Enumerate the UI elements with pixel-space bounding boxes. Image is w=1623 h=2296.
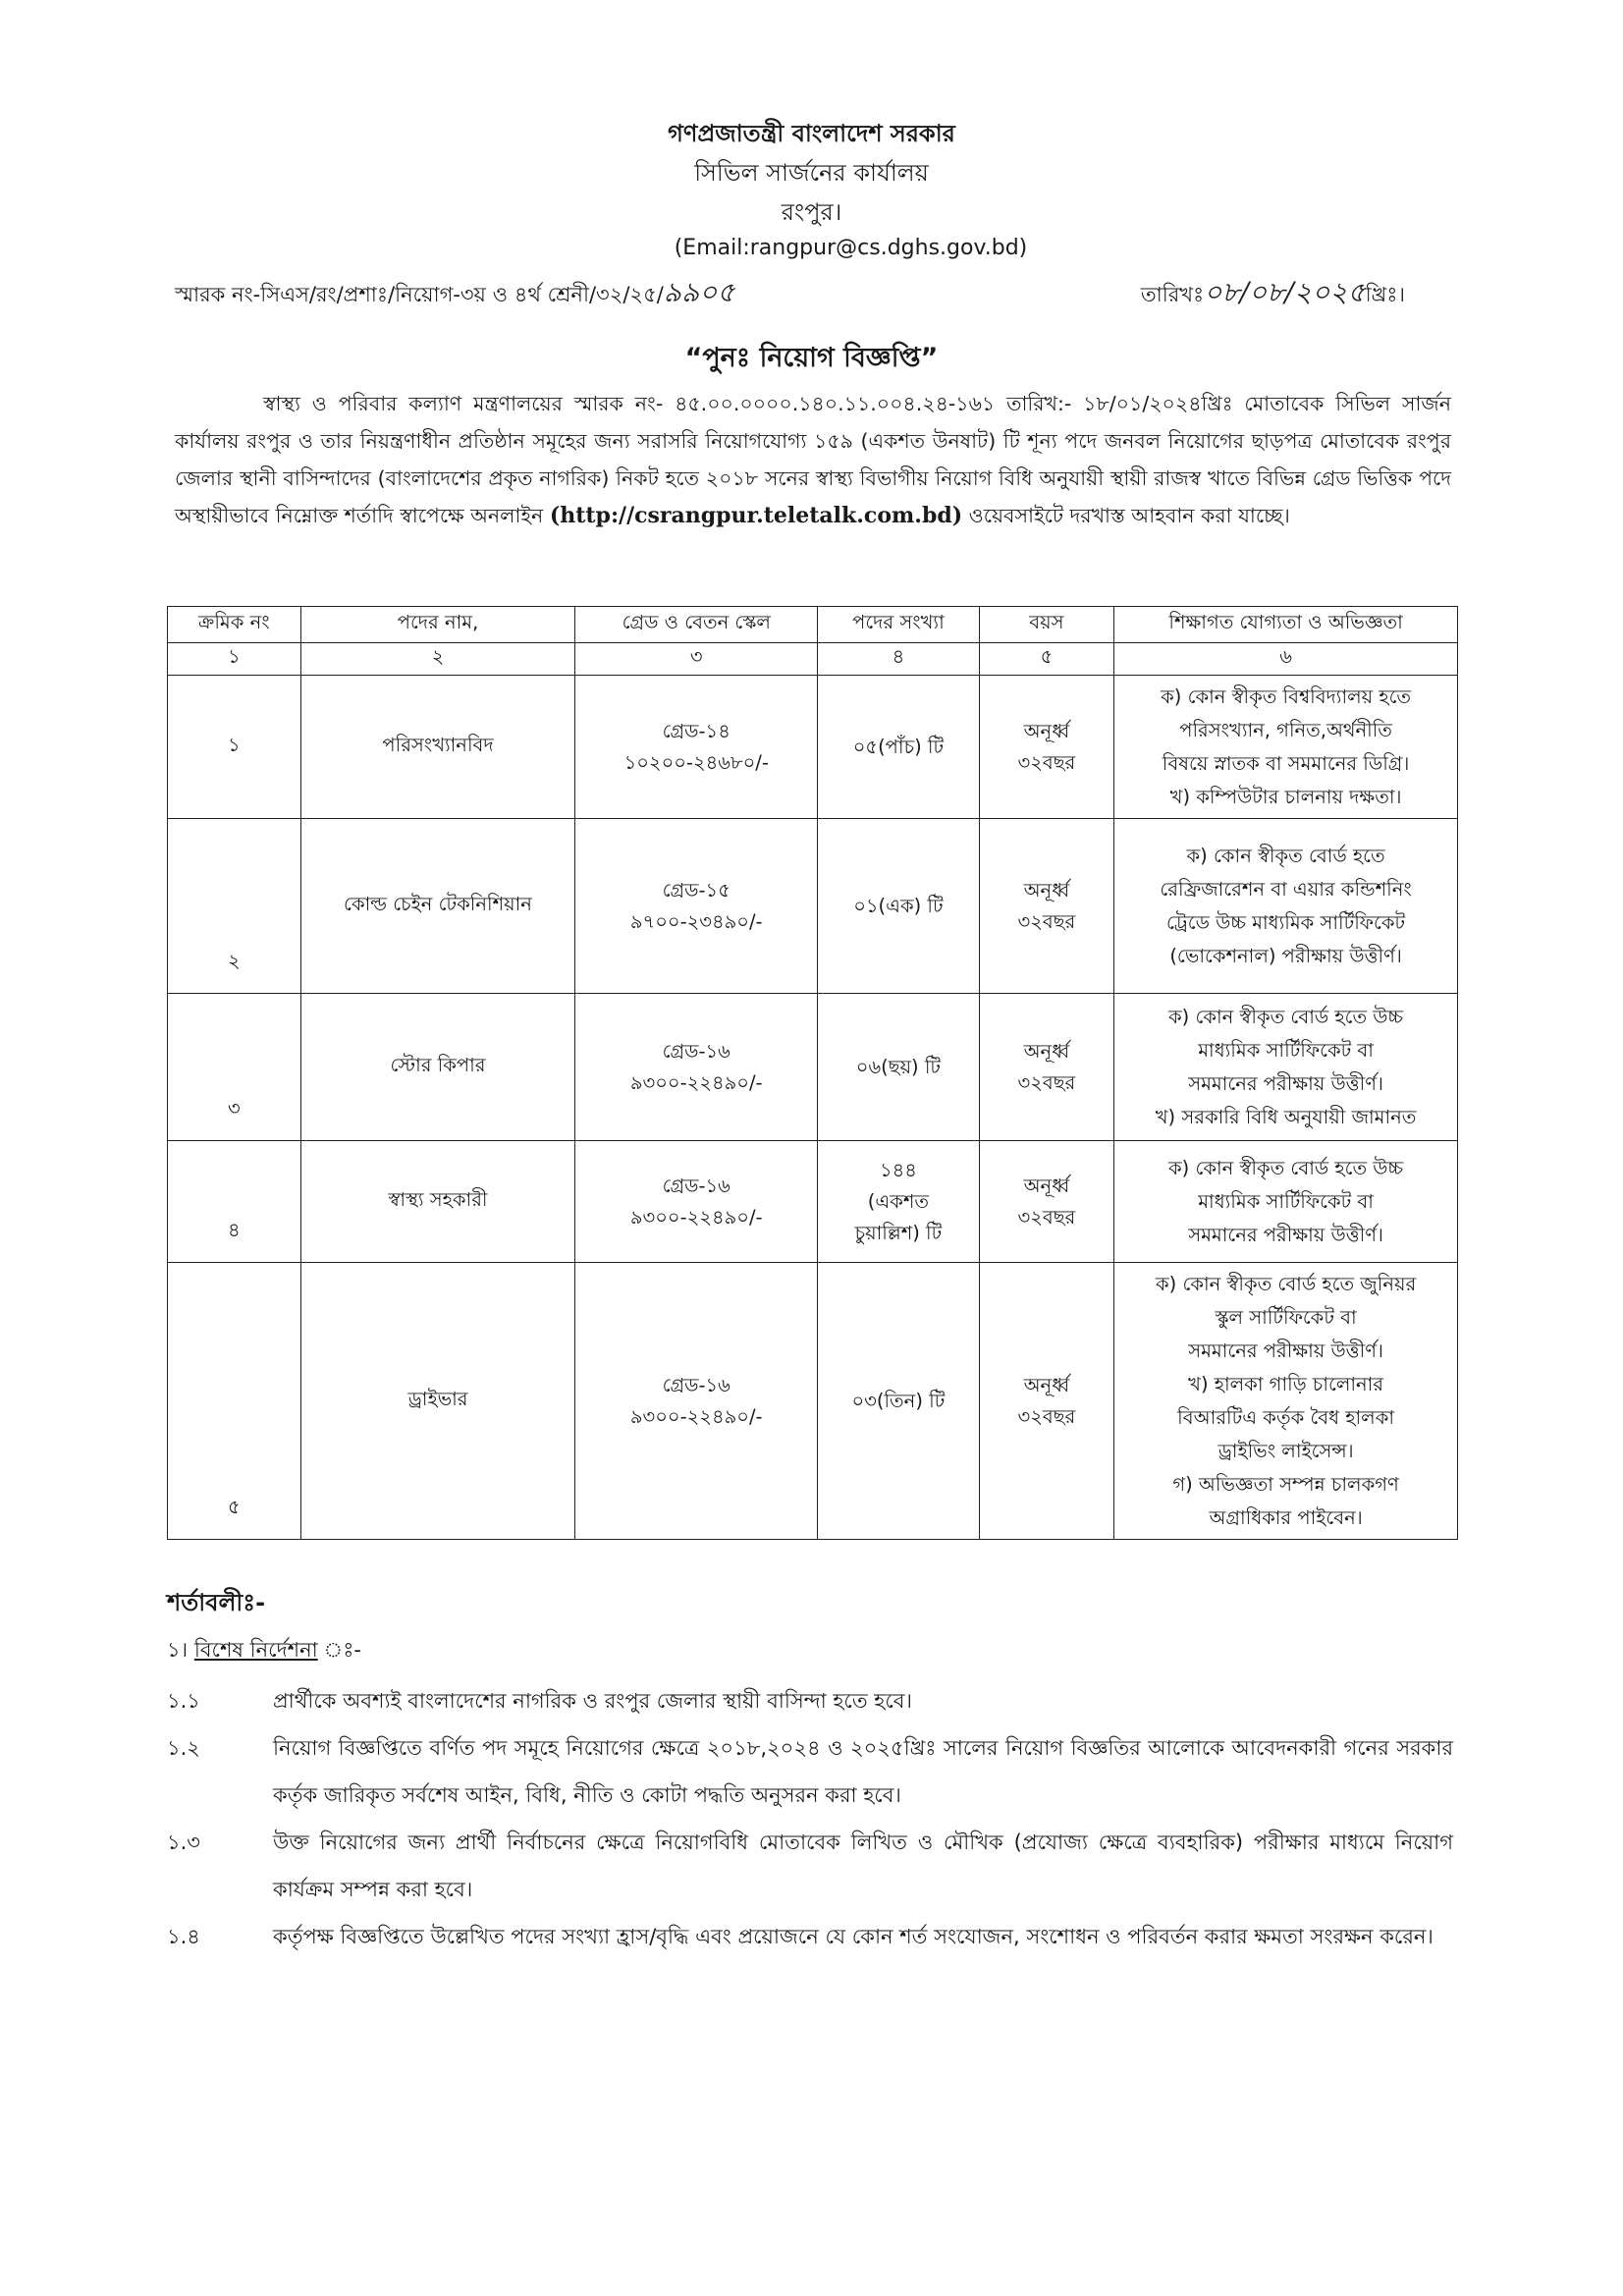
section-title: বিশেষ নির্দেশনা bbox=[193, 1638, 318, 1662]
header-count: পদের সংখ্যা bbox=[818, 607, 979, 643]
qualification-line: ক) কোন স্বীকৃত বোর্ড হতে bbox=[1186, 844, 1385, 867]
office-location: রংপুর। bbox=[781, 198, 842, 226]
row-serial: ৫ bbox=[168, 1263, 301, 1540]
grade-label: গ্রেড-১৬ bbox=[662, 1174, 730, 1197]
row-post-name: স্টোর কিপার bbox=[300, 994, 575, 1141]
pay-scale: ৯৩০০-২২৪৯০/- bbox=[629, 1205, 763, 1229]
row-qualification bbox=[1114, 1263, 1458, 1540]
qualification-line: বিআরটিএ কর্তৃক বৈধ হালকা bbox=[1177, 1405, 1395, 1429]
pay-scale: ৯৩০০-২২৪৯০/- bbox=[629, 1404, 763, 1428]
age-limit-label: অনূর্ধ্ব bbox=[1023, 1174, 1070, 1197]
row-age bbox=[979, 819, 1114, 994]
office-email: (Email:rangpur@cs.dghs.gov.bd) bbox=[674, 236, 1028, 260]
count-line: ০১(এক) টি bbox=[853, 894, 944, 917]
qualification-line: ট্রেডে উচ্চ মাধ্যমিক সার্টিফিকেট bbox=[1166, 910, 1406, 934]
age-limit-label: অনূর্ধ্ব bbox=[1023, 1039, 1070, 1063]
age-limit-label: অনূর্ধ্ব bbox=[1023, 719, 1070, 742]
pay-scale: ৯৩০০-২২৪৯০/- bbox=[629, 1070, 763, 1094]
row-serial: ১ bbox=[168, 676, 301, 819]
header-serial: ক্রমিক নং bbox=[168, 607, 301, 643]
row-post-count bbox=[818, 994, 979, 1141]
section-suffix: ঃ- bbox=[317, 1638, 361, 1662]
intro-text: স্বাস্থ্য ও পরিবার কল্যাণ মন্ত্রণালয়ের স্মারক নং- ৪৫.০০.০০০০.১৪০.১১.০০৪.২৪-১৬১ তারিখ:- ১৮/০১/২০২৪খ্রিঃ মোতাবেক সিভিল সার্জন কার্যালয় রংপুর ও তার নিয়ন্ত্রণাধীন প্রতিষ্ঠান সমূহের জন্য সরাসরি নিয়োগযোগ্য ১৫৯ (একশত উনষাট) টি শূন্য পদে জনবল নিয়োগের ছাড়পত্র মোতাবেক রংপুর জেলার স্থানী বাসিন্দাদের (বাংলাদেশের প্রকৃত নাগরিক) নিকট হতে ২০১৮ সনের স্বাস্থ্য বিভাগীয় নিয়োগ বিধি অনুযায়ী স্থায়ী রাজস্ব খাতে বিভিন্ন গ্রেড ভিত্তিক পদে অস্থায়ীভাবে নিম্নোক্ত শর্তাদি স্বাপেক্ষে অনলাইন bbox=[175, 392, 1451, 527]
qualification-line: ড্রাইভিং লাইসেন্স। bbox=[1217, 1439, 1354, 1462]
row-grade bbox=[575, 994, 818, 1141]
qualification-line: ক) কোন স্বীকৃত বোর্ড হতে উচ্চ bbox=[1168, 1005, 1404, 1028]
count-line: ০৩(তিন) টি bbox=[851, 1389, 946, 1412]
grade-label: গ্রেড-১৪ bbox=[662, 719, 730, 742]
grade-label: গ্রেড-১৫ bbox=[662, 878, 730, 902]
count-line: চুয়াল্লিশ) টি bbox=[854, 1221, 943, 1244]
qualification-line: ক) কোন স্বীকৃত বিশ্ববিদ্যালয় হতে bbox=[1161, 684, 1412, 708]
office-name: সিভিল সার্জনের কার্যালয় bbox=[694, 159, 929, 187]
age-limit-value: ৩২বছর bbox=[1017, 1070, 1076, 1094]
qualification-line: মাধ্যমিক সার্টিফিকেট বা bbox=[1198, 1038, 1374, 1062]
qualification-line: (ভোকেশনাল) পরীক্ষায় উত্তীর্ণ। bbox=[1169, 944, 1402, 967]
row-post-count bbox=[818, 819, 979, 994]
condition-number: ১.২ bbox=[167, 1736, 200, 1760]
column-number: ১ bbox=[168, 643, 301, 676]
table-row bbox=[168, 994, 1458, 1141]
qualification-line: বিষয়ে স্নাতক বা সমমানের ডিগ্রি। bbox=[1162, 751, 1410, 775]
age-limit-value: ৩২বছর bbox=[1017, 1205, 1076, 1229]
table-row bbox=[168, 1263, 1458, 1540]
condition-number: ১.৪ bbox=[167, 1925, 200, 1948]
row-grade bbox=[575, 1263, 818, 1540]
posts-table bbox=[167, 606, 1458, 1540]
row-post-count bbox=[818, 676, 979, 819]
grade-label: গ্রেড-১৬ bbox=[662, 1373, 730, 1396]
qualification-line: গ) অভিজ্ঞতা সম্পন্ন চালকগণ bbox=[1172, 1472, 1399, 1496]
row-post-name: কোল্ড চেইন টেকনিশিয়ান bbox=[300, 819, 575, 994]
section-heading bbox=[167, 1634, 361, 1668]
condition-number: ১.৩ bbox=[167, 1831, 200, 1854]
govt-name: গণপ্রজাতন্ত্রী বাংলাদেশ সরকার bbox=[668, 120, 955, 147]
row-qualification bbox=[1114, 1141, 1458, 1263]
qualification-line: অগ্রাধিকার পাইবেন। bbox=[1209, 1505, 1363, 1529]
conditions-title: শর্তাবলীঃ- bbox=[167, 1589, 266, 1616]
qualification-line: ক) কোন স্বীকৃত বোর্ড হতে জুনিয়র bbox=[1156, 1272, 1417, 1295]
qualification-line: রেফ্রিজারেশন বা এয়ার কন্ডিশনিং bbox=[1160, 877, 1412, 901]
qualification-line: স্কুল সার্টিফিকেট বা bbox=[1215, 1305, 1357, 1329]
qualification-line: সমমানের পরীক্ষায় উত্তীর্ণ। bbox=[1188, 1223, 1383, 1246]
table-row bbox=[168, 819, 1458, 994]
header-qualification: শিক্ষাগত যোগ্যতা ও অভিজ্ঞতা bbox=[1114, 607, 1458, 643]
table-header-row bbox=[168, 607, 1458, 643]
qualification-line: ক) কোন স্বীকৃত বোর্ড হতে উচ্চ bbox=[1168, 1156, 1404, 1179]
column-number: ২ bbox=[300, 643, 575, 676]
qualification-line: সমমানের পরীক্ষায় উত্তীর্ণ। bbox=[1188, 1339, 1383, 1362]
qualification-line: সমমানের পরীক্ষায় উত্তীর্ণ। bbox=[1188, 1071, 1383, 1095]
condition-text: প্রার্থীকে অবশ্যই বাংলাদেশের নাগরিক ও রংপুর জেলার স্থায়ী বাসিন্দা হতে হবে। bbox=[273, 1689, 912, 1713]
row-post-count bbox=[818, 1263, 979, 1540]
age-limit-value: ৩২বছর bbox=[1017, 750, 1076, 774]
column-number: ৬ bbox=[1114, 643, 1458, 676]
header-grade: গ্রেড ও বেতন স্কেল bbox=[575, 607, 818, 643]
row-age bbox=[979, 1141, 1114, 1263]
date-suffix: খ্রিঃ। bbox=[1365, 283, 1405, 306]
intro-after-url: ওয়েবসাইটে দরখাস্ত আহবান করা যাচ্ছে। bbox=[962, 504, 1290, 527]
row-post-name: ড্রাইভার bbox=[300, 1263, 575, 1540]
qualification-line: খ) হালকা গাড়ি চালোনার bbox=[1188, 1372, 1384, 1395]
row-grade bbox=[575, 1141, 818, 1263]
count-line: ১৪৪ bbox=[879, 1158, 917, 1181]
age-limit-label: অনূর্ধ্ব bbox=[1023, 1373, 1070, 1396]
row-serial: ৪ bbox=[168, 1141, 301, 1263]
column-number: ৪ bbox=[818, 643, 979, 676]
row-post-name: পরিসংখ্যানবিদ bbox=[300, 676, 575, 819]
row-grade bbox=[575, 819, 818, 994]
date-prefix: তারিখঃ bbox=[1140, 283, 1205, 306]
condition-number: ১.১ bbox=[167, 1689, 200, 1713]
section-number: ১। bbox=[167, 1638, 189, 1662]
qualification-line: খ) সরকারি বিধি অনুযায়ী জামানত bbox=[1155, 1105, 1417, 1128]
qualification-line: পরিসংখ্যান, গনিত,অর্থনীতি bbox=[1179, 718, 1392, 741]
memo-prefix: স্মারক নং-সিএস/রং/প্রশাঃ/নিয়োগ-৩য় ও ৪র্থ শ্রেনী/৩২/২৫/ bbox=[175, 283, 664, 306]
row-age bbox=[979, 994, 1114, 1141]
qualification-line: খ) কম্পিউটার চালনায় দক্ষতা। bbox=[1169, 785, 1402, 808]
row-post-name: স্বাস্থ্য সহকারী bbox=[300, 1141, 575, 1263]
count-line: ০৬(ছয়) টি bbox=[855, 1055, 942, 1078]
table-column-number-row bbox=[168, 643, 1458, 676]
qualification-line: মাধ্যমিক সার্টিফিকেট বা bbox=[1198, 1189, 1374, 1213]
count-line: (একশত bbox=[867, 1189, 930, 1213]
apply-url-link[interactable]: (http://csrangpur.teletalk.com.bd) bbox=[549, 503, 963, 528]
row-age bbox=[979, 1263, 1114, 1540]
memo-number bbox=[175, 271, 735, 317]
pay-scale: ১০২০০-২৪৬৮০/- bbox=[623, 750, 769, 774]
row-post-count bbox=[818, 1141, 979, 1263]
age-limit-value: ৩২বছর bbox=[1017, 909, 1076, 933]
intro-paragraph bbox=[175, 385, 1451, 534]
table-row bbox=[168, 1141, 1458, 1263]
row-serial: ৩ bbox=[168, 994, 301, 1141]
row-age bbox=[979, 676, 1114, 819]
condition-text: কর্তৃপক্ষ বিজ্ঞপ্তিতে উল্লেখিত পদের সংখ্যা হ্রাস/বৃদ্ধি এবং প্রয়োজনে যে কোন শর্ত সংযোজন, সংশোধন ও পরিবর্তন করার ক্ষমতা সংরক্ষন করেন। bbox=[273, 1925, 1434, 1948]
memo-handwritten-number: ৯৯০৫ bbox=[663, 276, 735, 308]
row-serial: ২ bbox=[168, 819, 301, 994]
age-limit-label: অনূর্ধ্ব bbox=[1023, 878, 1070, 902]
condition-text: নিয়োগ বিজ্ঞপ্তিতে বর্ণিত পদ সমূহে নিয়োগের ক্ষেত্রে ২০১৮,২০২৪ ও ২০২৫খ্রিঃ সালের নিয়োগ বিজ্ঞতির আলোকে আবেদনকারী গনের সরকার কর্তৃক জারিকৃত সর্বশেষ আইন, বিধি, নীতি ও কোটা পদ্ধতি অনুসরন করা হবে। bbox=[273, 1736, 1453, 1807]
row-grade bbox=[575, 676, 818, 819]
header-post: পদের নাম, bbox=[300, 607, 575, 643]
row-qualification bbox=[1114, 676, 1458, 819]
column-number: ৫ bbox=[979, 643, 1114, 676]
age-limit-value: ৩২বছর bbox=[1017, 1404, 1076, 1428]
pay-scale: ৯৭০০-২৩৪৯০/- bbox=[629, 909, 763, 933]
count-line: ০৫(পাঁচ) টি bbox=[852, 735, 945, 758]
row-qualification bbox=[1114, 819, 1458, 994]
condition-text: উক্ত নিয়োগের জন্য প্রার্থী নির্বাচনের ক্ষেত্রে নিয়োগবিধি মোতাবেক লিখিত ও মৌখিক (প্রযোজ্য ক্ষেত্রে ব্যবহারিক) পরীক্ষার মাধ্যমে নিয়োগ কার্যক্রম সম্পন্ন করা হবে। bbox=[273, 1831, 1453, 1901]
column-number: ৩ bbox=[575, 643, 818, 676]
header-age: বয়স bbox=[979, 607, 1114, 643]
memo-date bbox=[1141, 271, 1405, 317]
date-handwritten: ০৮/০৮/২০২৫ bbox=[1204, 276, 1366, 308]
notice-title: “পুনঃ নিয়োগ বিজ্ঞপ্তি” bbox=[684, 343, 939, 373]
row-qualification bbox=[1114, 994, 1458, 1141]
grade-label: গ্রেড-১৬ bbox=[662, 1039, 730, 1063]
table-row bbox=[168, 676, 1458, 819]
